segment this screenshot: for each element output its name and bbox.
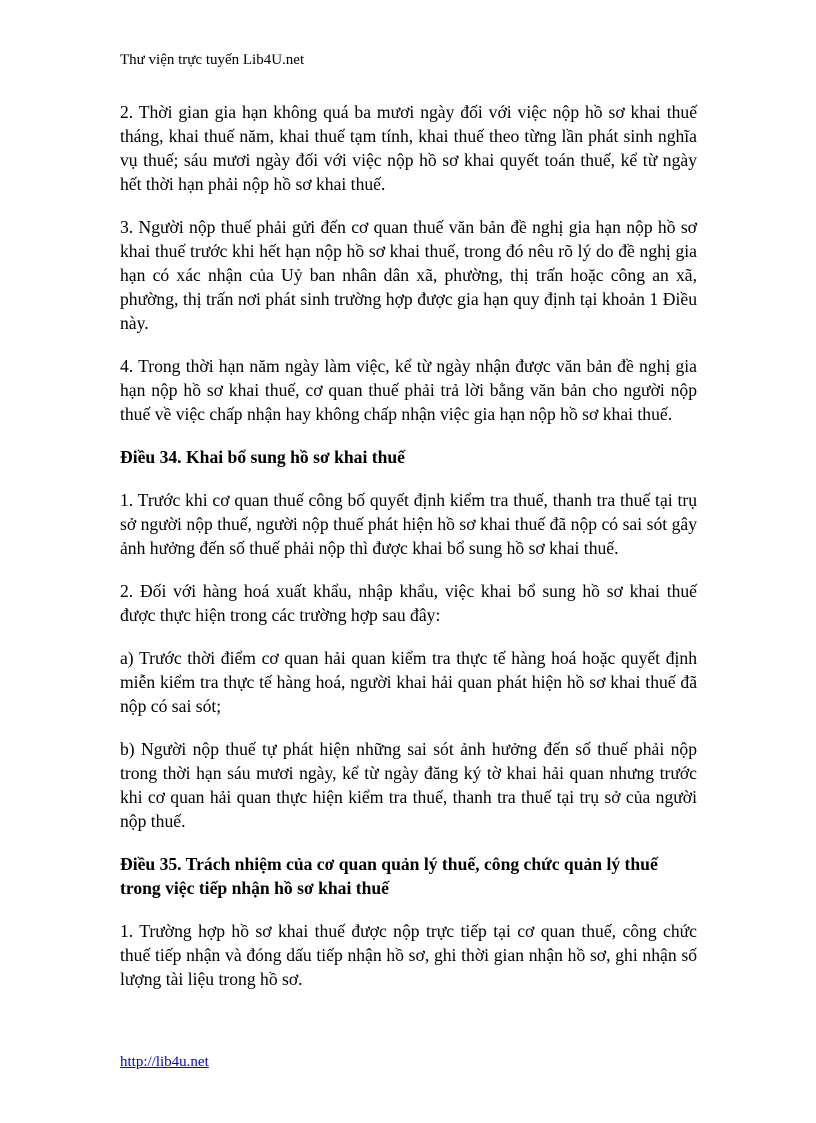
page-header: Thư viện trực tuyến Lib4U.net <box>120 52 305 68</box>
article-heading: Điều 35. Trách nhiệm của cơ quan quản lý thuế, công chức quản lý thuế trong việc tiếp nhận hồ sơ khai thuế <box>120 854 658 898</box>
footer-link[interactable]: http://lib4u.net <box>120 1054 209 1070</box>
document-body <box>120 100 697 1010</box>
paragraph: 1. Trường hợp hồ sơ khai thuế được nộp trực tiếp tại cơ quan thuế, công chức thuế tiếp nhận và đóng dấu tiếp nhận hồ sơ, ghi thời gian nhận hồ sơ, ghi nhận số lượng tài liệu trong hồ sơ. <box>120 921 697 989</box>
paragraph: a) Trước thời điểm cơ quan hải quan kiểm tra thực tế hàng hoá hoặc quyết định miễn kiểm tra thực tế hàng hoá, người khai hải quan phát hiện hồ sơ khai thuế đã nộp có sai sót; <box>120 648 697 716</box>
paragraph: 2. Thời gian gia hạn không quá ba mươi ngày đối với việc nộp hồ sơ khai thuế tháng, khai thuế năm, khai thuế tạm tính, khai thuế theo từng lần phát sinh nghĩa vụ thuế; sáu mươi ngày đối với việc nộp hồ sơ khai quyết toán thuế, kể từ ngày hết thời hạn phải nộp hồ sơ khai thuế. <box>120 102 697 194</box>
paragraph: 3. Người nộp thuế phải gửi đến cơ quan thuế văn bản đề nghị gia hạn nộp hồ sơ khai thuế trước khi hết hạn nộp hồ sơ khai thuế, trong đó nêu rõ lý do đề nghị gia hạn có xác nhận của Uỷ ban nhân dân xã, phường, thị trấn hoặc công an xã, phường, thị trấn nơi phát sinh trường hợp được gia hạn quy định tại khoản 1 Điều này. <box>120 217 697 333</box>
paragraph: 1. Trước khi cơ quan thuế công bố quyết định kiểm tra thuế, thanh tra thuế tại trụ sở người nộp thuế, người nộp thuế phát hiện hồ sơ khai thuế đã nộp có sai sót gây ảnh hưởng đến số thuế phải nộp thì được khai bổ sung hồ sơ khai thuế. <box>120 490 697 558</box>
paragraph: 4. Trong thời hạn năm ngày làm việc, kể từ ngày nhận được văn bản đề nghị gia hạn nộp hồ sơ khai thuế, cơ quan thuế phải trả lời bằng văn bản cho người nộp thuế về việc chấp nhận hay không chấp nhận việc gia hạn nộp hồ sơ khai thuế. <box>120 356 697 424</box>
paragraph: b) Người nộp thuế tự phát hiện những sai sót ảnh hưởng đến số thuế phải nộp trong thời hạn sáu mươi ngày, kể từ ngày đăng ký tờ khai hải quan nhưng trước khi cơ quan hải quan thực hiện kiểm tra thuế, thanh tra thuế tại trụ sở của người nộp thuế. <box>120 739 697 831</box>
paragraph: 2. Đối với hàng hoá xuất khẩu, nhập khẩu, việc khai bổ sung hồ sơ khai thuế được thực hiện trong các trường hợp sau đây: <box>120 581 697 625</box>
article-heading: Điều 34. Khai bổ sung hồ sơ khai thuế <box>120 447 405 467</box>
